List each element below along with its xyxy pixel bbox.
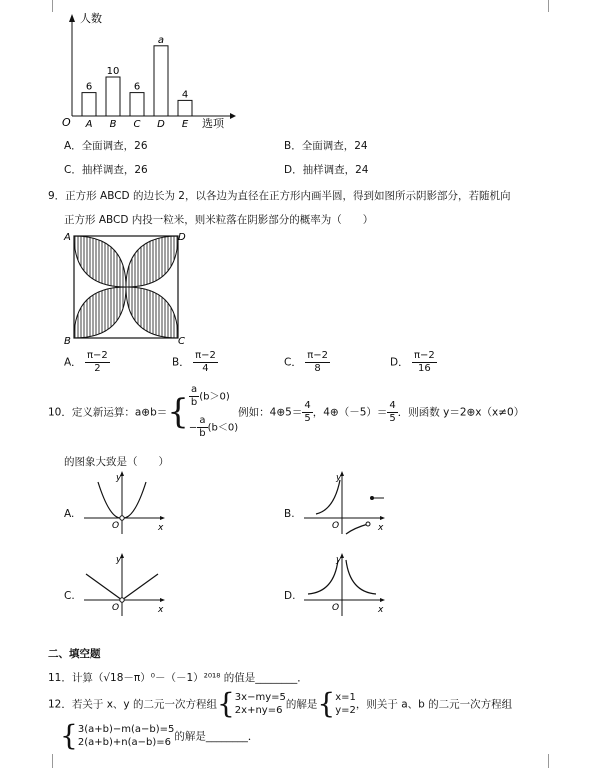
q9-option-b-letter: B．	[172, 356, 190, 369]
q9-square-figure	[62, 228, 186, 346]
q10-ex1-num: 4	[304, 399, 311, 411]
q12-prefix: 12．若关于 x、y 的二元一次方程组	[48, 698, 217, 711]
category-label-E: E	[181, 119, 189, 130]
q10-option-d-label[interactable]: D.	[284, 590, 296, 602]
q10-ex2-den: 5	[389, 412, 396, 424]
q12-brace-1: {	[216, 687, 235, 720]
q9-option-c[interactable]	[284, 350, 330, 375]
q10-ex1-den: 5	[304, 412, 311, 424]
q10-graph-b[interactable]	[302, 470, 386, 536]
q9-label-b: B	[64, 336, 71, 346]
q12-eq3: 3(a+b)−m(a−b)=5	[77, 724, 175, 735]
bar-C	[130, 93, 144, 116]
q12-middle: 的解是	[285, 698, 318, 711]
q10-case2-num: a	[197, 415, 207, 428]
q12-solution	[335, 691, 356, 717]
q10-c-y: y	[116, 555, 122, 565]
bar-chart	[60, 8, 250, 130]
q10-case1-num: a	[189, 384, 199, 397]
q10-d-x: x	[378, 605, 384, 615]
q10-graph-a[interactable]	[82, 470, 166, 536]
q9-option-c-letter: C．	[284, 356, 302, 369]
q10-option-b-label[interactable]: B.	[284, 508, 295, 520]
section-heading-fill-in: 二、填空题	[48, 648, 101, 660]
q10-definition	[48, 384, 524, 440]
bar-value-label-C: 6	[133, 81, 141, 93]
q9-option-b[interactable]	[172, 350, 218, 375]
q9-option-a-den: 2	[94, 363, 101, 374]
q10-text-line2: 的图象大致是（ ）	[64, 456, 169, 468]
q9-label-d: D	[178, 232, 186, 243]
q10-a-o: O	[112, 521, 120, 531]
q10-example-b: ，4⊕（－5）＝	[312, 406, 388, 419]
q12-sol2: y=2	[335, 705, 356, 716]
category-label-D: D	[157, 119, 165, 130]
category-label-A: A	[85, 119, 93, 130]
q12-system-2	[78, 723, 175, 749]
q9-option-a-letter: A．	[64, 356, 82, 369]
bar-value-label-B: 10	[106, 66, 120, 77]
corner-mark-top-left	[38, 0, 53, 12]
q10-case2-den: b	[199, 428, 206, 439]
q12-line1	[48, 687, 513, 720]
q10-a-x: x	[158, 523, 164, 533]
q12-suffix: ，则关于 a、b 的二元一次方程组	[355, 698, 513, 711]
corner-mark-top-right	[548, 0, 563, 12]
q10-c-x: x	[158, 605, 164, 615]
q12-brace-2: {	[317, 687, 336, 720]
q8-option-d[interactable]: D．抽样调查，24	[284, 164, 369, 176]
q10-b-y: y	[336, 473, 342, 483]
q12-sol1: x=1	[335, 692, 356, 703]
category-label-B: B	[109, 119, 117, 130]
q10-case2-cond: (b＜0)	[207, 422, 239, 434]
q9-text-line2: 正方形 ABCD 内投一粒米，则米粒落在阴影部分的概率为（ ）	[64, 214, 374, 226]
q9-option-d-den: 16	[417, 363, 431, 374]
q8-option-b[interactable]: B．全面调查，24	[284, 140, 368, 152]
q9-option-c-den: 8	[314, 363, 321, 374]
chart-origin: O	[62, 116, 71, 129]
bar-value-label-D: a	[157, 34, 165, 46]
q10-b-x: x	[378, 523, 384, 533]
q10-c-o: O	[112, 603, 120, 613]
q9-option-c-num: π−2	[307, 350, 328, 361]
q10-option-c-label[interactable]: C.	[64, 590, 75, 602]
q10-case1-cond: (b＞0)	[199, 391, 230, 403]
bar-B	[106, 77, 120, 116]
q10-option-a-label[interactable]: A.	[64, 508, 75, 520]
q12-eq4: 2(a+b)+n(a−b)=6	[77, 737, 171, 748]
q9-option-d-num: π−2	[413, 350, 435, 361]
q9-option-b-den: 4	[202, 363, 209, 374]
chart-ylabel: 人数	[80, 12, 102, 25]
q10-example-a: 例如：4⊕5＝	[238, 406, 303, 419]
q10-brace: {	[167, 392, 189, 432]
q10-prefix: 10．定义新运算：a⊕b＝	[48, 406, 168, 419]
q9-option-a[interactable]	[64, 350, 110, 375]
q12-end: 的解是________．	[174, 730, 259, 743]
q11-text: 11．计算（√18－π）⁰－（－1）²⁰¹⁸ 的值是________．	[48, 672, 308, 684]
q9-option-b-num: π−2	[195, 350, 216, 361]
q8-option-c[interactable]: C．抽样调查，26	[64, 164, 148, 176]
q10-d-y: y	[336, 555, 342, 565]
category-label-C: C	[133, 119, 141, 130]
q9-label-a: A	[64, 232, 71, 243]
q10-suffix: ．则函数 y＝2⊕x（x≠0）	[397, 406, 525, 419]
q12-eq2: 2x+ny=6	[234, 705, 283, 716]
q10-a-y: y	[116, 473, 122, 483]
q9-option-d[interactable]	[390, 350, 437, 375]
q9-option-d-letter: D．	[390, 356, 409, 369]
q10-cases	[189, 384, 238, 440]
q10-ex2-num: 4	[389, 399, 396, 411]
q12-brace-3: {	[60, 719, 78, 752]
q10-graph-d[interactable]	[302, 552, 386, 618]
bar-E	[178, 100, 192, 116]
q10-b-o: O	[332, 521, 340, 531]
q9-text-line1: 9．正方形 ABCD 的边长为 2，以各边为直径在正方形内画半圆，得到如图所示阴影部分，若随机向	[48, 190, 511, 202]
bar-A	[82, 93, 96, 116]
q10-case1-den: b	[190, 397, 198, 408]
q9-label-c: C	[178, 336, 185, 346]
q9-option-a-num: π−2	[87, 350, 108, 361]
q12-system-1	[235, 691, 286, 717]
bar-D	[154, 46, 168, 116]
q10-d-o: O	[332, 603, 340, 613]
chart-xlabel: 选项	[202, 117, 224, 130]
q12-line2	[60, 719, 259, 752]
q10-case2-sign: −	[188, 422, 198, 434]
q8-option-a[interactable]: A．全面调查，26	[64, 140, 148, 152]
q12-eq1: 3x−my=5	[234, 692, 286, 703]
bar-value-label-E: 4	[181, 89, 189, 101]
bar-value-label-A: 6	[85, 81, 93, 93]
q10-graph-c[interactable]	[82, 552, 166, 618]
